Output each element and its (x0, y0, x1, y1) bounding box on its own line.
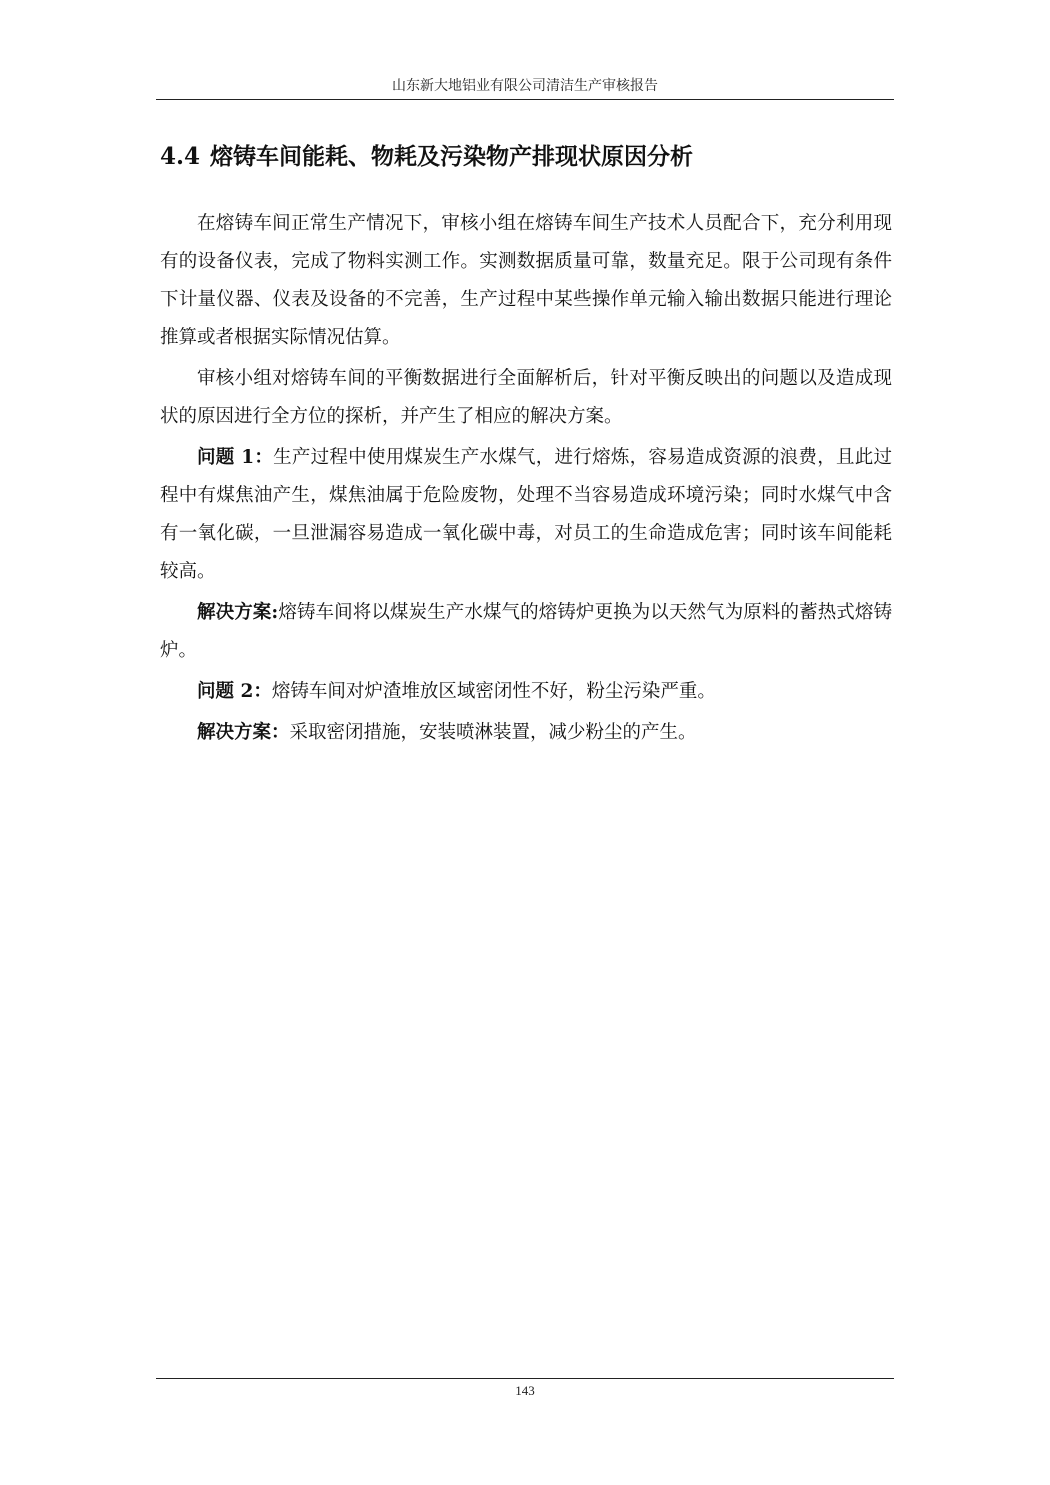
paragraph-text: 在熔铸车间正常生产情况下，审核小组在熔铸车间生产技术人员配合下，充分利用现有的设备仪表，完成了物料实测工作。实测数据质量可靠，数量充足。限于公司现有条件下计量仪器、仪表及设备的不完善，生产过程中某些操作单元输入输出数据只能进行理论推算或者根据实际情况估算。 (160, 213, 892, 348)
problem-1-text: 生产过程中使用煤炭生产水煤气，进行熔炼，容易造成资源的浪费，且此过程中有煤焦油产生，煤焦油属于危险废物，处理不当容易造成环境污染；同时水煤气中含有一氧化碳，一旦泄漏容易造成一氧化碳中毒，对员工的生命造成危害；同时该车间能耗较高。 (160, 447, 892, 582)
problem-2-paragraph (160, 673, 892, 711)
problem-2-text: 熔铸车间对炉渣堆放区域密闭性不好，粉尘污染严重。 (271, 681, 716, 702)
footer-rule (156, 1378, 894, 1379)
problem-1-lead: 问题 1： (197, 447, 274, 468)
section-number: 4.4 (160, 143, 201, 170)
paragraph (160, 205, 892, 357)
section-title (160, 139, 894, 175)
header-rule (156, 99, 894, 100)
page-number: 143 (515, 1383, 535, 1398)
body-text (160, 205, 892, 755)
page-header: 山东新大地铝业有限公司清洁生产审核报告 (392, 78, 658, 94)
paragraph (160, 360, 892, 436)
solution-1-lead: 解决方案: (197, 602, 279, 623)
solution-1-paragraph (160, 594, 892, 670)
paragraph-text: 审核小组对熔铸车间的平衡数据进行全面解析后，针对平衡反映出的问题以及造成现状的原因进行全方位的探析，并产生了相应的解决方案。 (160, 368, 892, 427)
solution-2-text: 采取密闭措施，安装喷淋装置，减少粉尘的产生。 (289, 722, 697, 743)
section-title-text: 熔铸车间能耗、物耗及污染物产排现状原因分析 (210, 143, 694, 170)
solution-2-lead: 解决方案： (197, 722, 290, 743)
solution-2-paragraph (160, 714, 892, 752)
problem-2-lead: 问题 2： (197, 681, 272, 702)
problem-1-paragraph (160, 439, 892, 591)
solution-1-text: 熔铸车间将以煤炭生产水煤气的熔铸炉更换为以天然气为原料的蓄热式熔铸炉。 (160, 602, 892, 661)
